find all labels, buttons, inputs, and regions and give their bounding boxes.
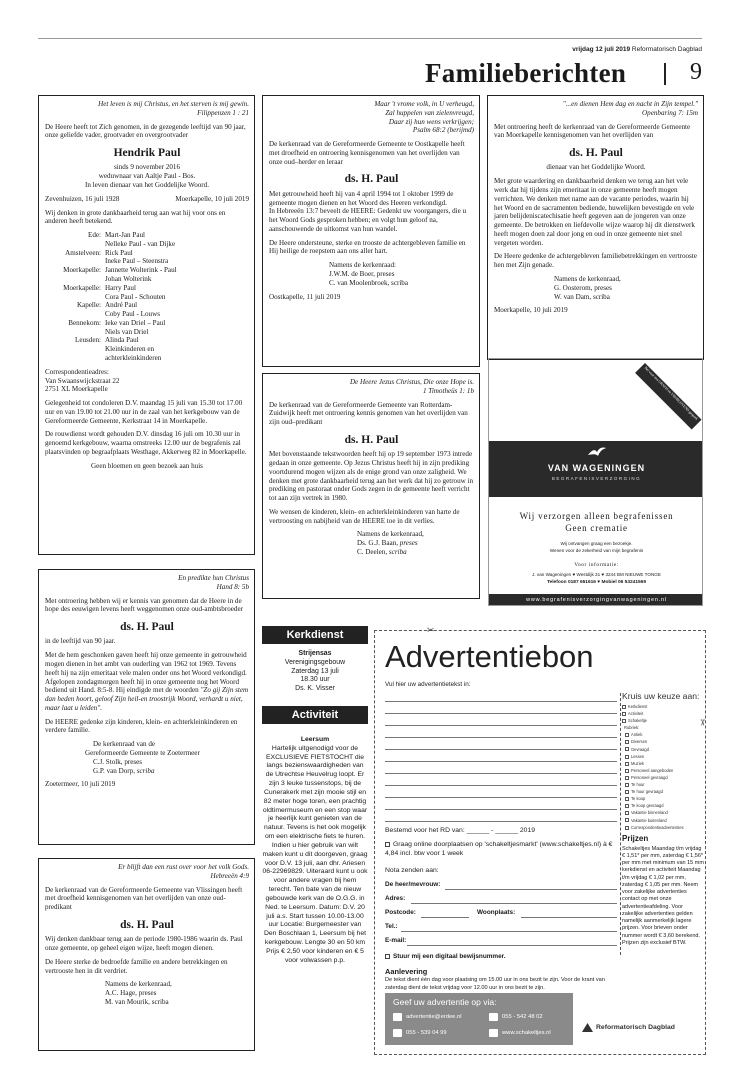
fill-label: Vul hier uw advertentietekst in:: [385, 681, 471, 688]
keuze-option[interactable]: Vakantie buitenland: [622, 817, 704, 824]
keuze-option[interactable]: Schakeltje: [622, 717, 704, 724]
motto-ref: Psalm 68:2 (berijmd): [412, 126, 474, 135]
corr-city: 2751 XL Moerkapelle: [45, 385, 108, 394]
ad-phone: Telefoon 0187 651616 ♥ Mobiel 06 53241569: [546, 580, 647, 585]
keuze-option[interactable]: Vakantie binnenland: [622, 809, 704, 816]
email-input[interactable]: [407, 945, 617, 946]
title-divider: [664, 63, 666, 85]
website-link[interactable]: www.schakeltjes.nl: [489, 1029, 551, 1037]
bewijs-option[interactable]: Stuur mij een digitaal bewijsnummer.: [385, 953, 506, 960]
ad-brand: VAN WAGENINGEN: [547, 463, 646, 473]
keuze-option[interactable]: Antiek: [622, 731, 704, 738]
top-rule: [38, 38, 702, 39]
family-list: Ede: Mart-Jan Paul Nelleke Paul - van Dijke Amstelveen: Rick Paul Ineke Paul – Steenstra Moerkapelle: Jannette Wolterink - Paul Johan Wolterink Moerkapelle: Harry Paul Cora Paul - Schouten Kapelle: André Paul Coby Paul - Louws Bennekom: Ieke van Driel – Paul Niels van Driel Leusden: Alinda Paul Kleinkinderen en achterkleinkinderen: [63, 231, 177, 362]
keuze-option[interactable]: Diversen: [622, 738, 704, 745]
keuze-label: Rubriek:: [624, 725, 640, 731]
activiteit-heading: Activiteit: [262, 706, 368, 724]
service: In leven dienaar van het Goddelijke Woord.: [85, 180, 209, 189]
scissors-icon: ✂: [697, 718, 708, 727]
deceased-name: ds. H. Paul: [120, 918, 174, 931]
keuze-option[interactable]: Gevraagd: [622, 746, 704, 753]
keuze-option[interactable]: Activiteit: [622, 710, 704, 717]
bestemd-row[interactable]: Bestemd voor het RD van: ______ - ______ 2019: [385, 827, 536, 834]
ad-website: www.begrafenisverzorgingvanwageningen.nl: [489, 594, 703, 606]
flowers: Geen bloemen en geen bezoek aan huis: [91, 461, 203, 470]
ad-sub: BEGRAFENISVERZORGING: [551, 476, 642, 481]
email-link[interactable]: advertentie@erdee.nl: [393, 1013, 462, 1021]
motto-ref: Filippenzen 1 : 21: [197, 108, 249, 117]
contact-box: Geef uw advertentie op via: advertentie@erdee.nl 055 - 542 48 02 055 - 539 04 99 www.schakeltjes.nl: [385, 993, 573, 1045]
ad-ribbon: Bel voor een GRATIS en VRIJBLIJVEND gesprek: [635, 363, 701, 429]
rd-logo: Reformatorisch Dagblad: [582, 1023, 675, 1032]
intro: De Heere heeft tot Zich genomen, in de gezegende leeftijd van 90 jaar, onze geliefde vader, grootvader en overgrootvader: [45, 122, 246, 140]
tel-field: Tel.:: [385, 923, 398, 930]
scissors-icon: ✂: [427, 625, 435, 635]
email-field: E-mail:: [385, 937, 407, 944]
obituary-zoetermeer: En predikte hun Christus Hand 8: 5b Met ontroering hebben wij er kennis van genomen dat de Heere in de hope des eeuwigen levens heeft weggenomen onze oud-ambtsbroeder ds. H. Paul in de leeftijd van 90 jaar. Met de hem geschonken gaven heeft hij onze gemeente in getrouwheid mogen dienen in het ambt van ouderling van 1962 tot 1969. Tevens heeft hij na zijn emeritaat vele malen onder ons het Woord verkondigd. Afgelopen zondagmorgen heeft hij in onze gemeente nog het Woord bediend uit Hand. 8:5-8. Hij eindigde met de woorden "Zo gij Zijn stem dan heden hoort, geloof Zijn heil-en troostrijk Woord, verhardt u niet, maar laat u leiden". De HEERE gedenke zijn kinderen, klein- en achterkleinkinderen en verdere familie. De kerkenraad van de Gereformeerde Gemeente te Zoetermeer C.J. Stolk, preses G.P. van Dorp, scriba Zoetermeer, 10 juli 2019: [38, 569, 255, 845]
kerkdienst-heading: Kerkdienst: [262, 626, 368, 644]
ad-tagline-2: Geen crematie: [565, 523, 628, 533]
corr-street: Van Swaanswijckstraat 22: [45, 376, 120, 385]
funeral: De rouwdienst wordt gehouden D.V. dinsdag 16 juli om 10.30 uur in genoemd kerkgebouw, waarna omstreeks 12.00 uur de begrafenis zal plaatsvinden op begraafplaats Westhage, Akkerweg 82 in Moerkapelle.: [45, 430, 247, 457]
condolence: Gelegenheid tot condoleren D.V. maandag 15 juli van 15.30 tot 17.00 uur en van 19.00 tot 21.00 uur in de zaal van het kerkgebouw van de Gereformeerde Gemeente, Kerkstraat 14 in Moerkapelle.: [45, 399, 243, 425]
phone-number: 055 - 539 04 99: [393, 1029, 447, 1037]
thanks: Wij denken in grote dankbaarheid terug aan wat hij voor ons en anderen heeft betekend.: [45, 208, 226, 226]
aanlevering-text: De tekst dient één dag voor plaatsing om 15.00 uur in ons bezit te zijn. Voor de krant van zaterdag dient de tekst vrijdag voor 12.00 uur in ons bezit te zijn.: [385, 977, 605, 991]
tel-input[interactable]: [401, 931, 617, 932]
deceased-name: ds. H. Paul: [569, 147, 623, 160]
keuze-option[interactable]: Te huur gevraagd: [622, 788, 704, 795]
keuze-option[interactable]: Te huur: [622, 781, 704, 788]
header-date-line: vrijdag 12 juli 2019 Reformatorisch Dagblad: [572, 46, 702, 53]
deceased-name: ds. H. Paul: [344, 173, 399, 186]
keuze-option[interactable]: Personeel aangeboden: [622, 767, 704, 774]
obituary-moerkapelle: "...en dienen Hem dag en nacht in Zijn tempel." Openbaring 7: 15m Met ontroering heeft de kerkenraad van de Gereformeerde Gemeente van Moerkapelle kennisgenomen van het overlijden van ds. H. Paul dienaar van het Goddelijke Woord. Met grote waardering en dankbaarheid denken we terug aan het vele werk dat hij tijdens zijn emeritaat in onze gemeente heeft mogen verrichten. We denken met name aan de vacante periodes, waarin hij het Woord en de sacramenten bediende, huwelijken bevestigde en vele jaren belijdeniscatechisatie heeft gegeven aan de jongeren van onze gemeente. De betrokken en liefdevolle wijze waarop hij dit dienstwerk heeft mogen doen zal door jong en oud in onze gemeente niet snel vergeten worden. De Heere gedenke de achtergebleven familiebetrekkingen en vertrooste hen met Zijn genade. Namens de kerkenraad, G. Oosterom, preses W. van Dam, scriba Moerkapelle, 10 juli 2019: [487, 95, 704, 360]
activiteit-body: Leersum Hartelijk uitgenodigd voor de EXCLUSIEVE FIETSTOCHT die langs bezienswaardigheden van de Utrechtse Heuvelrug loopt. Er zijn 3 leuke tussenstops, bij de Cunerakerk met zijn mooie stijl en 82 meter hoge toren, een prachtig oldtimermuseum en een stop waar je heerlijk kunt genieten van de natuur. Tevens is het ook mogelijk om een elektrische fiets te huren. Indien u hier gebruik van wilt maken kunt u dit doorgeven, graag voor D.V. 13 juli, aan dhr. Ariesen 06-22969829. Uiteraard kunt u ook voor andere vragen bij hem terecht. Ten bate van de nieuw gebouwde kerk van de O.G.G. in Ned. te Leersum. Datum: D.V. 20 juli a.s. Start tussen 10.00-13.00 uur Locatie: Burgemeester van Den Boschlaan 1, Leersum bij het kerkgebouw. Lengte 30 en 50 km Prijs € 2,50 voor kinderen en € 5 voor volwassen p.p.: [262, 736, 368, 964]
name-input[interactable]: [445, 889, 617, 890]
keuze-list: Kruis uw keuze aan: Kerkdienst Activiteit Schakeltje Rubriek: Antiek Diversen Gevraagd Lessen Muziek Personeel aangeboden Personeel gevraagd Te huur Te huur gevraagd Te koop Te koop gevraagd Vakantie binnenland Vakantie buitenland Correspondentieadvertenties: [622, 691, 704, 831]
woonplaats-input[interactable]: [521, 917, 617, 918]
keuze-option[interactable]: Te koop: [622, 795, 704, 802]
footer: Oostkapelle, 11 juli 2019: [269, 292, 341, 301]
globe-icon: [489, 1029, 498, 1037]
funeral-service-ad: [488, 358, 703, 606]
advertentiebon-form: [374, 625, 708, 1055]
deceased-name: Hendrik Paul: [113, 147, 181, 160]
since: sinds 9 november 2016: [113, 163, 180, 172]
ad-tagline: Wij verzorgen alleen begrafenissen: [519, 511, 674, 521]
adres-field: Adres:: [385, 895, 406, 902]
bon-title: Advertentiebon: [385, 639, 594, 674]
obituary-oostkapelle: Maar 't vrome volk, in U verheugd, Zal huppelen van zielenvreugd, Daar zij hun wens verkrijgen; Psalm 68:2 (berijmd) De kerkenraad van de Gereformeerde Gemeente te Oostkapelle heeft met droefheid en ontroering kennisgenomen van het overlijden van onze oud–herder en leraar ds. H. Paul Met getrouwheid heeft hij van 4 april 1994 tot 1 oktober 1999 de gemeente mogen dienen en het Woord des Heeren verkondigd. In Hebreeën 13:7 beveelt de HEERE: Gedenkt uw voorgangers, die u het Woord Gods gesproken hebben; en volgt hun geloof na, aanschouwende de uitkomst van hun wandel. De Heere ondersteune, sterke en trooste de achtergebleven familie en Hij heilige de roepstem aan ons aller hart. Namens de kerkenraad: J.W.M. de Boer, preses C. van Moolenbroek, scriba Oostkapelle, 11 juli 2019: [262, 95, 480, 367]
name-field: De heer/mevrouw:: [385, 881, 441, 888]
footer: Moerkapelle, 10 juli 2019: [494, 306, 568, 315]
rd-logo-icon: [582, 1023, 593, 1032]
ad-address: J. van Wageningen ♥ Westdijk 31 ♥ 3244 BM NIEUWE TONGE: [532, 572, 661, 577]
intro: De kerkenraad van de Gereformeerde Gemeente te Oostkapelle heeft met droefheid en ontroering kennisgenomen van het overlijden van onze oud–herder en leraar: [269, 140, 465, 166]
nota-label: Nota zenden aan:: [385, 867, 439, 874]
deceased-name: ds. H. Paul: [344, 433, 399, 446]
online-option[interactable]: Graag online doorplaatsen op 'schakeltjesmarkt' (www.schakeltjes.nl) à € 4,84 incl. btw voor 1 week: [385, 841, 613, 858]
ad-small-text: Wij ontvangen graag een bezoekje. Wenen voor de zekerheid van mijn begrafenis: [549, 541, 644, 553]
widower: weduwnaar van Aaltje Paul - Bos.: [98, 172, 196, 181]
bird-logo-icon: [587, 445, 607, 459]
obituary-hendrik-paul: [38, 95, 255, 555]
kerkdienst-body: Strijensas Verenigingsgebouw Zaterdag 13 juli 18.30 uur Ds. K. Visser: [284, 650, 346, 693]
adres-input[interactable]: [411, 903, 617, 904]
aanlevering-title: Aanlevering: [385, 967, 428, 976]
keuze-option[interactable]: Muziek: [622, 760, 704, 767]
phone-icon: [393, 1029, 402, 1037]
postcode-input[interactable]: [421, 917, 469, 918]
page-title: Familieberichten: [425, 58, 627, 88]
motto: Het leven is mij Christus, en het sterven is mij gewin.: [98, 100, 249, 108]
keuze-option[interactable]: Lessen: [622, 753, 704, 760]
fax-icon: [489, 1013, 498, 1021]
footer: Zoetermeer, 10 juli 2019: [45, 780, 116, 789]
divider: [620, 693, 621, 955]
ad-info: Voor informatie:: [574, 562, 619, 568]
keuze-option[interactable]: Kerkdienst: [622, 703, 704, 710]
dates: Zevenhuizen, 16 juli 1928 Moerkapelle, 10 juli 2019: [45, 194, 249, 203]
mail-icon: [393, 1013, 402, 1021]
keuze-option[interactable]: Te koop gevraagd: [622, 802, 704, 809]
obituary-vlissingen: Er blijft dan een rust over voor het volk Gods. Hebreeën 4:9 De kerkenraad van de Gereformeerde Gemeente van Vlissingen heeft met droefheid kennisgenomen van het overlijden van onze oud-predikant ds. H. Paul Wij denken dankbaar terug aan de periode 1980-1986 waarin ds. Paul onze gemeente, op geheel eigen wijze, heeft mogen dienen. De Heere sterke de bedroefde familie en andere betrekkingen en vertrooste hen in dit verdriet. Namens de kerkenraad, A.C. Hage, preses M. van Mourik, scriba: [38, 858, 255, 1051]
keuze-option[interactable]: Correspondentieadvertenties: [622, 824, 704, 831]
keuze-option[interactable]: Personeel gevraagd: [622, 774, 704, 781]
fax-number: 055 - 542 48 02: [489, 1013, 543, 1021]
woonplaats-field: Woonplaats:: [477, 909, 516, 916]
deceased-name: ds. H. Paul: [120, 621, 174, 634]
postcode-field: Postcode:: [385, 909, 416, 916]
corr-label: Correspondentieadres:: [45, 367, 109, 376]
obituary-rotterdam: De Heere Jezus Christus, Die onze Hope is. 1 Timotheüs 1: 1b De kerkenraad van de Gereformeerde Gemeente van Rotterdam-Zuidwijk heeft met ontroering kennis genomen van het overlijden van zijn oud–predikant ds. H. Paul Met bovenstaande tekstwoorden heeft hij op 19 september 1973 intrede gedaan in onze gemeente. Op Jezus Christus heeft hij in zijn prediking voortdurend mogen wijzen als de enige grond van onze zaligheid. We denken met grote dankbaarheid terug aan het werk dat hij zo getrouw in prediking en pastoraat onder Gods zegen in de gemeente heeft verricht tot aan zijn vertrek in 1980. We wensen de kinderen, klein- en achterkleinkinderen van harte de vertroosting en nabijheid van de HEERE toe in dit verlies. Namens de kerkenraad, Ds. G.J. Baan, preses C. Deelen, scriba: [262, 373, 480, 599]
prijzen: Prijzen Schakeltjes Maandag t/m vrijdag € 1,51* per mm, zaterdag € 1,56* per mm met minimum van 15 mm kerkdienst en activiteit Maandag t/m vrijdag € 1,02 per mm, zaterdag € 1,05 per mm. Neem voor zakelijke advertenties contact op met onze advertentieafdeling. Voor zakelijke advertenties gelden namelijk aanmerkelijk lagere prijzen. Voor brieven onder nummer wordt € 3,60 berekend. Prijzen zijn exclusief BTW.: [622, 834, 704, 946]
page-number: 9: [690, 59, 702, 85]
